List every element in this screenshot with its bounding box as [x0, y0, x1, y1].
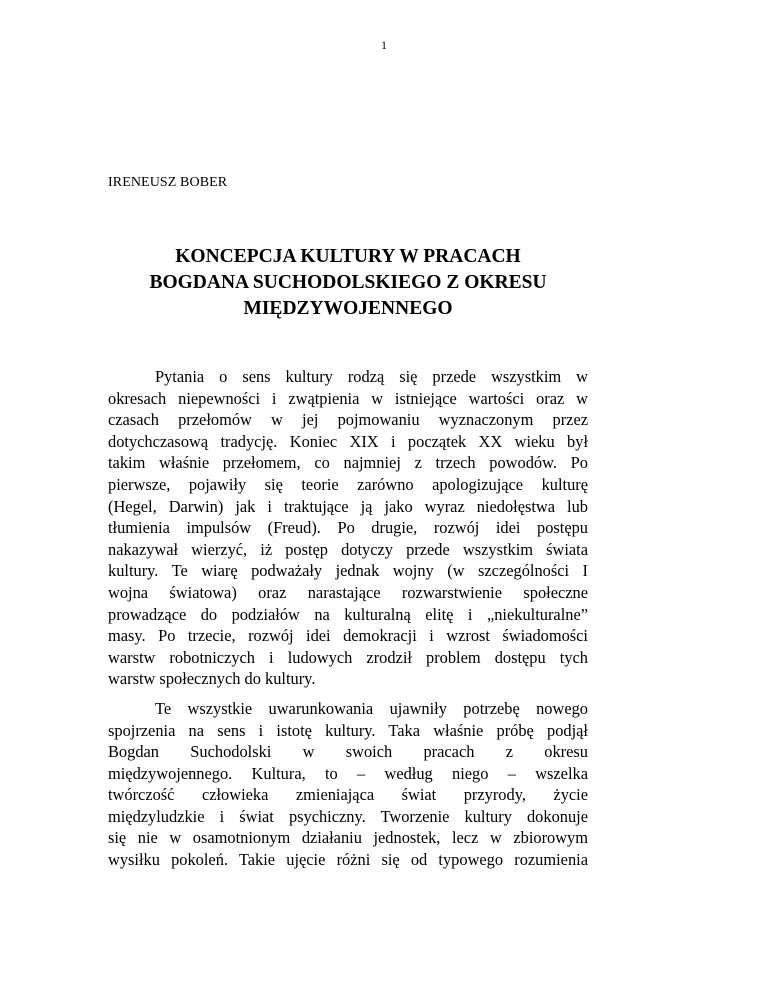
text-line: warstw społecznych do kultury.	[108, 669, 316, 689]
page-number: 1	[381, 38, 387, 52]
text-line: Bogdan Suchodolski w swoich pracach z okresu	[108, 742, 588, 762]
paragraph	[108, 366, 588, 690]
text-line: międzywojennego. Kultura, to – według niego – wszelka	[108, 763, 588, 783]
text-line: (Hegel, Darwin) jak i traktujące ją jako wyraz niedołęstwa lub	[108, 496, 588, 516]
text-line: wojna światowa) oraz narastające rozwarstwienie społeczne	[108, 582, 588, 602]
text-line: czasach przełomów w jej pojmowaniu wyznaczonym przez	[108, 410, 588, 430]
text-line: masy. Po trzecie, rozwój idei demokracji i wzrost świadomości	[108, 626, 588, 646]
text-line: prowadzące do podziałów na kulturalną elitę i „niekulturalne”	[108, 604, 588, 624]
text-line: dotychczasową tradycję. Koniec XIX i początek XX wieku był	[108, 431, 588, 451]
text-line: kultury. Te wiarę podważały jednak wojny (w szczególności I	[108, 561, 588, 581]
title-line: BOGDANA SUCHODOLSKIEGO Z OKRESU	[149, 272, 547, 293]
text-line: okresach niepewności i zwątpienia w istniejące wartości oraz w	[108, 388, 588, 408]
title-line: MIĘDZYWOJENNEGO	[243, 298, 453, 319]
title-line: KONCEPCJA KULTURY W PRACACH	[175, 246, 521, 267]
text-line: warstw robotniczych i ludowych zrodził problem dostępu tych	[108, 647, 588, 667]
paragraph	[108, 698, 588, 871]
text-line: nakazywał wierzyć, iż postęp dotyczy przede wszystkim świata	[108, 539, 588, 559]
text-line: spojrzenia na sens i istotę kultury. Taka właśnie próbę podjął	[108, 720, 588, 740]
author-name: IRENEUSZ BOBER	[108, 175, 228, 190]
text-line: międzyludzkie i świat psychiczny. Tworzenie kultury dokonuje	[108, 806, 588, 826]
text-line: wysiłku pokoleń. Takie ujęcie różni się od typowego rozumienia	[108, 850, 588, 870]
article-title	[108, 244, 588, 322]
text-line: Pytania o sens kultury rodzą się przede wszystkim w	[155, 367, 588, 386]
article-body	[108, 366, 588, 871]
text-line: pierwsze, pojawiły się teorie zarówno apologizujące kulturę	[108, 474, 588, 494]
text-line: takim właśnie przełomem, co najmniej z trzech powodów. Po	[108, 453, 588, 473]
text-line: twórczość człowieka zmieniająca świat przyrody, życie	[108, 785, 588, 805]
text-line: się nie w osamotnionym działaniu jednostek, lecz w zbiorowym	[108, 828, 588, 848]
text-line: Te wszystkie uwarunkowania ujawniły potrzebę nowego	[155, 698, 588, 718]
text-line: tłumienia impulsów (Freud). Po drugie, rozwój idei postępu	[108, 518, 588, 538]
